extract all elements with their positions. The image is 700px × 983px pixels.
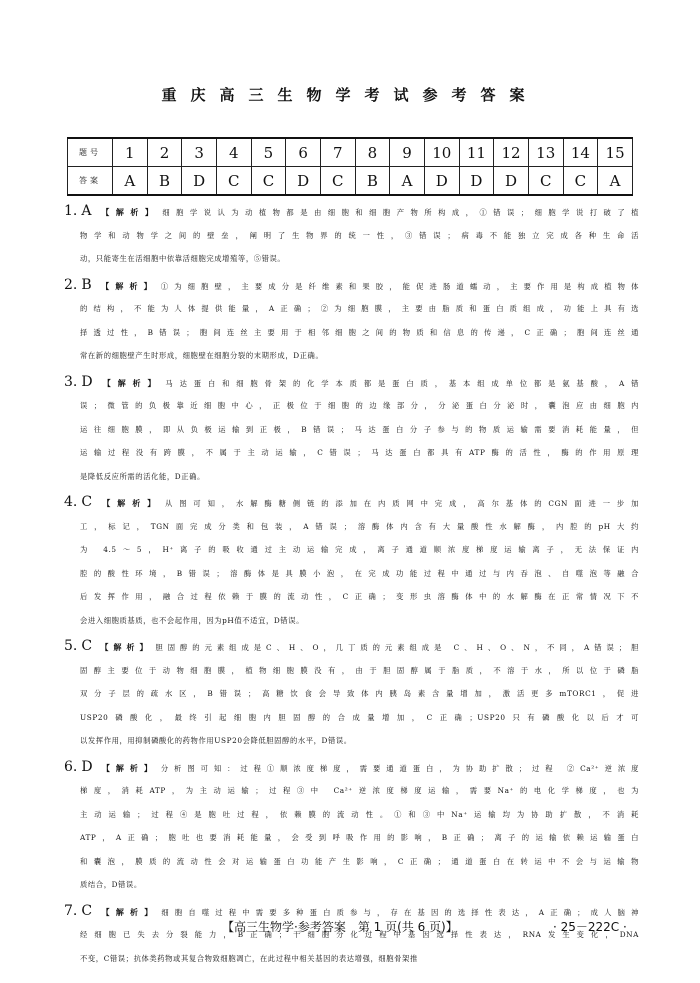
analysis-line — [64, 394, 639, 418]
answer-cell: C — [528, 167, 563, 196]
analysis-line — [64, 779, 639, 803]
question-number: 3. — [64, 373, 78, 390]
analysis-line — [64, 729, 639, 753]
question-number: 1. — [64, 203, 78, 219]
analysis-text: 从图可知，水解酶糖侧链的添加在内质网中完成，高尔基体的CGN面进一步加 — [165, 499, 639, 508]
analysis-line — [64, 515, 639, 539]
analysis-text: 以发挥作用，用抑制磷酸化的药物作用USP20会降低胆固醇的水平，D错误。 — [80, 736, 352, 745]
analysis-text: 分析图可知：过程①顺浓度梯度，需要通道蛋白，为协助扩散；过程 ②Ca²⁺逆浓度 — [160, 763, 639, 773]
analysis-text: 工，标记，TGN面完成分类和包装，A错误；溶酶体内含有大量酸性水解酶，内腔的pH大约 — [80, 521, 639, 531]
answer-cell: A — [390, 167, 425, 196]
question-answer: D — [81, 373, 93, 390]
analysis-line — [64, 200, 639, 224]
row-label-question: 题号 — [68, 138, 113, 167]
answer-table — [67, 137, 633, 196]
question-number-cell: 7 — [320, 138, 355, 167]
question-number: 6. — [64, 758, 78, 775]
analysis-text: 动，只能寄生在活细胞中依靠活细胞完成增殖等，⑤错误。 — [80, 254, 286, 263]
answer-cell: A — [113, 167, 148, 196]
analysis-text: ATP，A正确；胞吐也要消耗能量，会受到呼吸作用的影响，B正确；离子的运输依赖运输蛋白 — [80, 833, 639, 842]
analysis-tag: 【解析】 — [96, 642, 153, 652]
analysis-text: 腔的酸性环境，B错误；溶酶体是具膜小泡，在完成功能过程中通过与内吞泡、自噬泡等融合 — [80, 568, 639, 578]
question-number-cell: 12 — [494, 138, 529, 167]
analysis-text: 经细胞已失去分裂能力，B正确；干细胞分化过程中基因选择性表达，RNA发生变化，DNA — [80, 930, 639, 939]
analysis-tag: 【解析】 — [96, 498, 162, 508]
answer-cell: B — [355, 167, 390, 196]
analysis-line — [64, 826, 639, 850]
analysis-text: 胆固醇的元素组成是C、H、O，几丁质的元素组成是 C、H、O、N，不同，A错误；胆 — [155, 643, 639, 652]
analysis-line — [64, 344, 639, 368]
analysis-item — [64, 200, 639, 271]
analysis-text: 梯度，消耗ATP，为主动运输；过程③中 Ca²⁺逆浓度梯度运输，需要Na⁺的电化学梯度，也为 — [80, 786, 639, 795]
analysis-line — [64, 947, 639, 971]
question-answer: D — [81, 758, 93, 775]
analysis-line — [64, 538, 639, 562]
answer-cell: C — [563, 167, 598, 196]
question-answer: A — [81, 203, 92, 219]
analysis-line — [64, 247, 639, 271]
analysis-text: 运输过程没有跨膜，不属于主动运输，C错误；马达蛋白都具有ATP酶的活性，酶的作用原理 — [80, 448, 639, 457]
question-number: 4. — [64, 494, 78, 510]
analysis-item — [64, 635, 639, 753]
question-number: 2. — [64, 276, 78, 293]
analysis-text: 和囊泡，膜质的流动性会对运输蛋白功能产生影响，C正确；通道蛋白在转运中不会与运输物 — [80, 856, 639, 866]
analysis-line — [64, 850, 639, 874]
analysis-text: 固醇主要位于动物细胞膜，植物细胞膜没有，由于胆固醇属于脂质，不溶于水，所以位于磷脂 — [80, 665, 639, 675]
analysis-text: 的结构，不能为人体提供能量，A正确；②为细胞膜，主要由脂质和蛋白质组成，功能上具有选 — [80, 304, 639, 313]
question-answer: C — [81, 638, 93, 654]
row-label-answer: 答案 — [68, 167, 113, 196]
analysis-text: 运往细胞膜，即从负极运输到正极，B错误；马达蛋白分子参与的物质运输需要消耗能量，但 — [80, 424, 639, 434]
question-number-cell: 3 — [182, 138, 217, 167]
analysis-text: 常在新的细胞壁产生时形成，细胞壁在细胞分裂的末期形成，D正确。 — [80, 351, 324, 360]
question-number-row — [68, 138, 633, 167]
answer-row — [68, 167, 633, 196]
analysis-item — [64, 274, 639, 368]
analysis-line — [64, 635, 639, 659]
question-number-cell: 5 — [251, 138, 286, 167]
analysis-text: 会进入细胞质基质，也不会起作用，因为pH值不适宜，D错误。 — [80, 615, 305, 625]
analysis-text: 马达蛋白和细胞骨架的化学本质都是蛋白质，基本组成单位都是氨基酸，A错 — [165, 378, 639, 388]
analysis-text: ①为细胞壁，主要成分是纤维素和果胶，能促进肠道蠕动，主要作用是构成植物体 — [160, 281, 639, 291]
analysis-line — [64, 371, 639, 395]
analysis-line — [64, 491, 639, 515]
analysis-line — [64, 609, 639, 633]
question-number-cell: 15 — [598, 138, 633, 167]
analysis-text: 择透过性，B错误；胞间连丝主要用于相邻细胞之间的物质和信息的传递，C正确；胞间连丝通 — [80, 327, 639, 337]
answer-cell: C — [320, 167, 355, 196]
question-number-cell: 10 — [424, 138, 459, 167]
question-number-cell: 6 — [286, 138, 321, 167]
question-number: 5. — [64, 638, 78, 654]
question-answer: C — [81, 902, 93, 919]
analysis-text: 后发挥作用，融合过程依赖于膜的流动性，C正确；变形虫溶酶体中的水解酶在正常情况下不 — [80, 592, 639, 601]
analysis-line — [64, 873, 639, 897]
analysis-tag: 【解析】 — [96, 906, 159, 917]
page-title: 重庆高三生物学考试参考答案 — [161, 86, 539, 104]
answer-cell: A — [598, 167, 633, 196]
analysis-line — [64, 441, 639, 465]
question-number: 7. — [64, 902, 78, 919]
analysis-line — [64, 585, 639, 609]
analysis-tag: 【解析】 — [95, 280, 158, 291]
analysis-text: 主动运输；过程④是胞吐过程，依赖膜的流动性。①和③中Na⁺运输均为协助扩散，不消耗 — [80, 809, 639, 819]
analysis-text: 细胞学说认为动植物都是由细胞和细胞产物所构成，①错误；细胞学说打破了植 — [162, 208, 639, 217]
analysis-line — [64, 465, 639, 489]
analysis-tag: 【解析】 — [96, 377, 163, 388]
answer-cell: B — [147, 167, 182, 196]
question-number-cell: 14 — [563, 138, 598, 167]
answer-cell: D — [286, 167, 321, 196]
analysis-line — [64, 418, 639, 442]
analysis-text: 质结合，D错误。 — [80, 880, 142, 889]
question-number-cell: 2 — [147, 138, 182, 167]
analysis-line — [64, 224, 639, 248]
analysis-text: 不变，C错误；抗体类药物或其复合物致细胞凋亡，在此过程中相关基因的表达增强，细胞骨架推 — [80, 953, 418, 963]
answer-cell: D — [459, 167, 494, 196]
analysis-line — [64, 682, 639, 706]
analysis-line — [64, 321, 639, 345]
analysis-line — [64, 803, 639, 827]
answer-cell: D — [494, 167, 529, 196]
analysis-line — [64, 706, 639, 730]
answer-cell: C — [216, 167, 251, 196]
question-number-cell: 1 — [113, 138, 148, 167]
analysis-list — [64, 200, 639, 973]
analysis-text: 物学和动物学之间的壁垒，阐明了生物界的统一性，③错误；病毒不能独立完成各种生命活 — [80, 230, 639, 240]
analysis-text: USP20磷酸化，最终引起细胞内胆固醇的合成量增加，C正确；USP20只有磷酸化以后才可 — [80, 712, 639, 722]
question-number-cell: 9 — [390, 138, 425, 167]
page-footer: 【高三生物学·参考答案 第 1 页(共 6 页)】 — [222, 920, 458, 934]
document-code: · 25－222C · — [553, 920, 627, 934]
question-answer: C — [81, 494, 93, 510]
question-number-cell: 4 — [216, 138, 251, 167]
analysis-text: 双分子层的疏水区，B错误；高糖饮食会导致体内胰岛素含量增加，激活更多mTORC1，促进 — [80, 689, 639, 698]
question-number-cell: 8 — [355, 138, 390, 167]
question-number-cell: 13 — [528, 138, 563, 167]
analysis-item — [64, 371, 639, 489]
analysis-tag: 【解析】 — [95, 207, 160, 217]
analysis-line — [64, 297, 639, 321]
question-answer: B — [81, 276, 92, 293]
analysis-text: 误；微管的负极靠近细胞中心，正极位于细胞的边缘部分，分泌蛋白分泌时，囊泡应由细胞内 — [80, 401, 639, 410]
analysis-line — [64, 562, 639, 586]
analysis-text: 细胞自噬过程中需要多种蛋白质参与，存在基因的选择性表达，A正确；成人脑神 — [161, 907, 639, 917]
analysis-item — [64, 491, 639, 632]
analysis-line — [64, 659, 639, 683]
answer-cell: C — [251, 167, 286, 196]
analysis-text: 是降低反应所需的活化能，D正确。 — [80, 471, 205, 481]
analysis-line — [64, 756, 639, 780]
analysis-text: 为 4.5～5，H⁺离子的吸收通过主动运输完成，离子通道顺浓度梯度运输离子，无法保证内 — [80, 545, 639, 554]
answer-cell: D — [424, 167, 459, 196]
analysis-line — [64, 274, 639, 298]
answer-cell: D — [182, 167, 217, 196]
question-number-cell: 11 — [459, 138, 494, 167]
analysis-tag: 【解析】 — [96, 762, 158, 773]
analysis-item — [64, 756, 639, 897]
